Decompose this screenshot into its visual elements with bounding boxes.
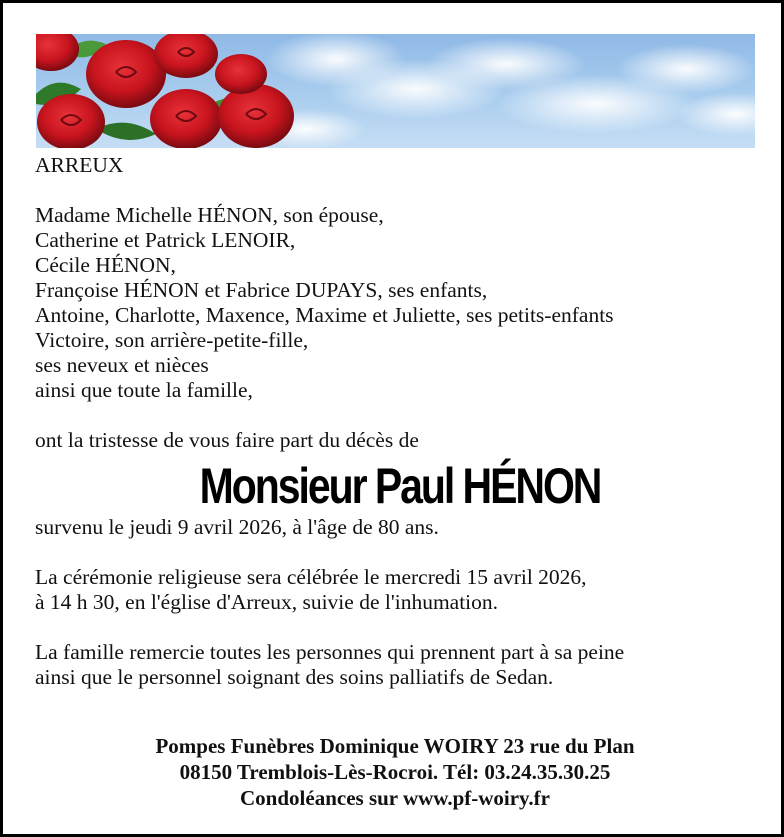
family-list: [35, 203, 765, 403]
thanks-line: La famille remercie toutes les personnes qui prennent part à sa peine: [35, 640, 625, 664]
funeral-home-phone: 08150 Tremblois-Lès-Rocroi. Tél: 03.24.35.30.25: [179, 760, 611, 784]
roses-banner-image: [36, 34, 755, 148]
death-info: survenu le jeudi 9 avril 2026, à l'âge de 80 ans.: [35, 515, 439, 539]
deceased-name: Monsieur Paul HÉNON: [199, 458, 601, 514]
family-line: ses neveux et nièces: [35, 353, 209, 377]
ceremony-line: La cérémonie religieuse sera célébrée le mercredi 15 avril 2026,: [35, 565, 587, 589]
thanks-line: ainsi que le personnel soignant des soins palliatifs de Sedan.: [35, 665, 554, 689]
condolences-website: Condoléances sur www.pf-woiry.fr: [240, 786, 550, 810]
family-line: Antoine, Charlotte, Maxence, Maxime et Juliette, ses petits-enfants: [35, 303, 614, 327]
family-line: ainsi que toute la famille,: [35, 378, 253, 402]
family-line: Cécile HÉNON,: [35, 253, 176, 277]
funeral-home-address: Pompes Funèbres Dominique WOIRY 23 rue du Plan: [155, 734, 635, 758]
family-line: Victoire, son arrière-petite-fille,: [35, 328, 309, 352]
announcement-text: ont la tristesse de vous faire part du décès de: [35, 428, 419, 452]
funeral-home-footer: [3, 733, 784, 811]
family-line: Catherine et Patrick LENOIR,: [35, 228, 296, 252]
town-name: ARREUX: [35, 153, 124, 177]
roses-illustration: [36, 34, 755, 148]
ceremony-line: à 14 h 30, en l'église d'Arreux, suivie de l'inhumation.: [35, 590, 499, 614]
family-line: Françoise HÉNON et Fabrice DUPAYS, ses enfants,: [35, 278, 488, 302]
family-line: Madame Michelle HÉNON, son épouse,: [35, 203, 384, 227]
notice-body: [35, 153, 765, 690]
